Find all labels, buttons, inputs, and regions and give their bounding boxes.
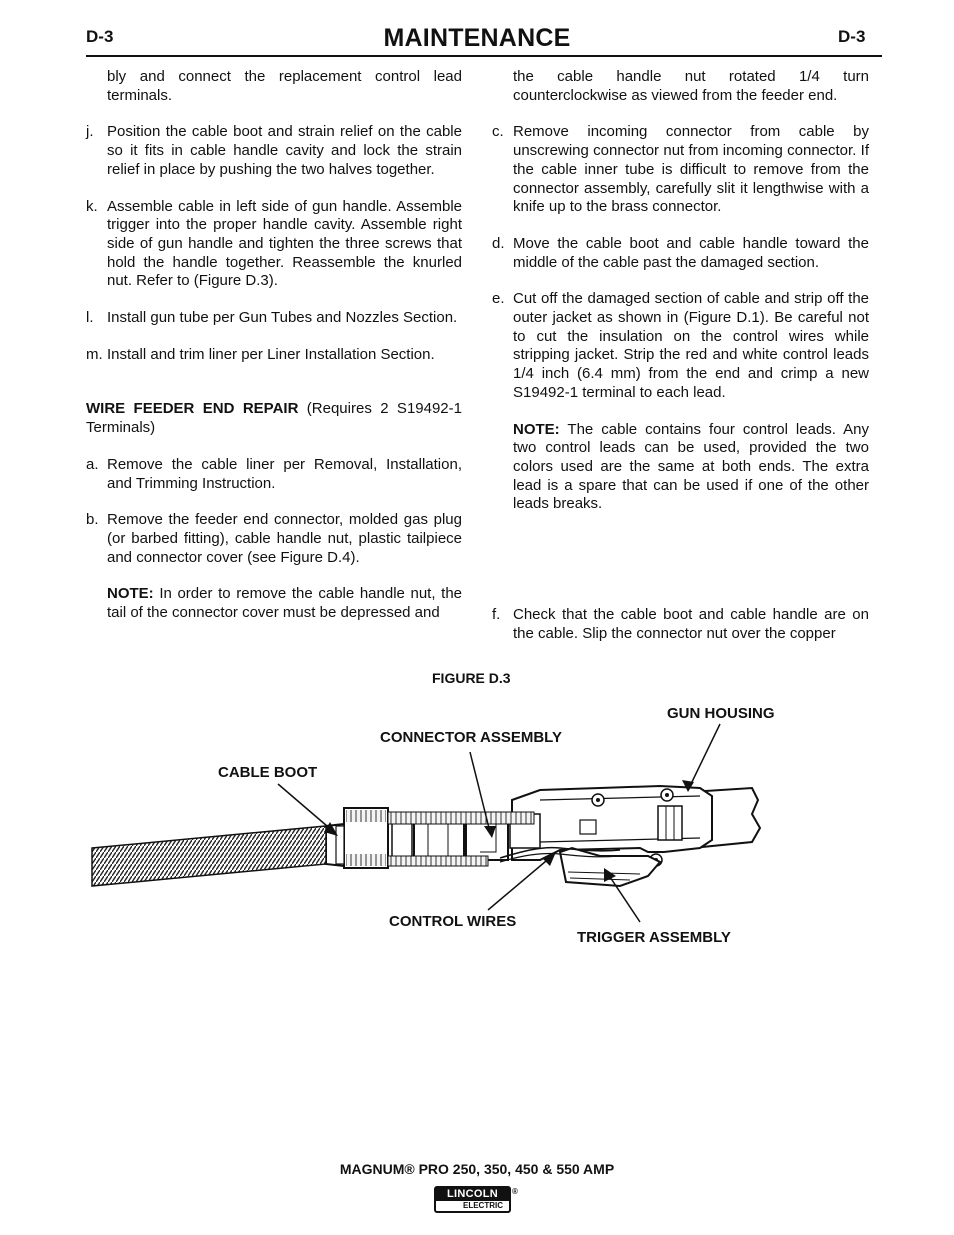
step-text: Install and trim liner per Liner Installation Section. [107,345,435,363]
leader-cable-boot [278,784,334,832]
step-text: Install gun tube per Gun Tubes and Nozzles Section. [107,309,458,327]
cable-left [92,826,326,886]
note-label: NOTE: [107,585,154,603]
page-label-left: D-3 [86,27,114,46]
step-marker: k. [86,197,98,215]
note-label: NOTE: [513,420,560,438]
page-title: MAINTENANCE [383,24,571,52]
step-marker: c. [492,123,504,141]
label-control-wires: CONTROL WIRES [389,913,517,930]
continuation-text: the cable handle nut rotated 1/4 turn counterclockwise as viewed from the feeder end. [513,68,869,104]
page-label-right: D-3 [838,27,866,46]
step-marker: e. [492,290,505,308]
step-marker: m. [86,345,103,363]
figure-caption: FIGURE D.3 [432,670,511,686]
label-trigger-assembly: TRIGGER ASSEMBLY [577,929,731,946]
continuation-text: bly and connect the replacement control lead terminals. [107,68,462,104]
step-text: Remove the cable liner per Removal, Installation, and Trimming Instruction. [107,455,462,492]
step-text: Remove the feeder end connector, molded gas plug (or barbed fitting), cable handle nut, plastic tailpiece and connector cover (see Figure D.4). [107,511,462,566]
label-gun-housing: GUN HOUSING [667,705,775,722]
step-marker: j. [86,123,94,141]
cable-boot-ring [336,826,344,864]
housing-window [580,820,596,834]
label-cable-boot: CABLE BOOT [218,764,318,781]
note-text: The cable contains four control leads. Any two control leads can be used, provided the two colors used are the same at both ends. The extra lead is a spare that can be used if one of the other leads breaks. [513,420,869,513]
step-text: Assemble cable in left side of gun handle. Assemble trigger into the proper handle cavity. Assemble right side of gun handle and tighten the three screws that hold the handle together. Reassemble the knurled nut. Refer to (Figure D.3). [107,197,462,290]
step-marker: a. [86,455,99,473]
step-text: Move the cable boot and cable handle toward the middle of the cable past the damaged section. [513,234,869,271]
section-heading-note: (Requires 2 S19492-1 Terminals) [86,400,462,437]
note-text: In order to remove the cable handle nut, the tail of the connector cover must be depressed and [107,585,462,622]
logo-top-text: LINCOLN [436,1188,509,1201]
label-connector-assembly: CONNECTOR ASSEMBLY [380,729,562,746]
step-text: Check that the cable boot and cable handle are on the cable. Slip the connector nut over the copper [513,606,869,642]
step-marker: f. [492,606,501,624]
step-text: Remove incoming connector from cable by unscrewing connector nut from incoming connector. If the cable inner tube is difficult to remove from the connector assembly, carefully slit it lengthwise with a knife up to the brass connector. [513,123,869,216]
footer-model: MAGNUM® PRO 250, 350, 450 & 550 AMP [339,1161,615,1177]
logo-bottom-text: ELECTRIC [463,1201,503,1210]
step-marker: l. [86,309,94,327]
trigger [560,848,660,886]
step-text: Position the cable boot and strain relief on the cable so it fits in cable handle cavity and lock the strain relief in place by pushing the two halves together. [107,123,462,178]
lincoln-electric-logo [434,1186,511,1213]
step-marker: b. [86,511,99,529]
step-marker: d. [492,234,505,252]
step-text: Cut off the damaged section of cable and strip off the outer jacket as shown in (Figure D.1). Be careful not to cut the insulation on the control wires while stripping jacket. Strip the red and white control leads 1/4 inch (6.4 mm) from the end and crimp a new S19492-1 terminal to each lead. [513,290,869,401]
leader-gun-housing [690,724,720,786]
logo-registered-mark: ® [512,1187,518,1196]
leader-control-wires [488,856,552,910]
section-heading-title: WIRE FEEDER END REPAIR [86,400,299,418]
